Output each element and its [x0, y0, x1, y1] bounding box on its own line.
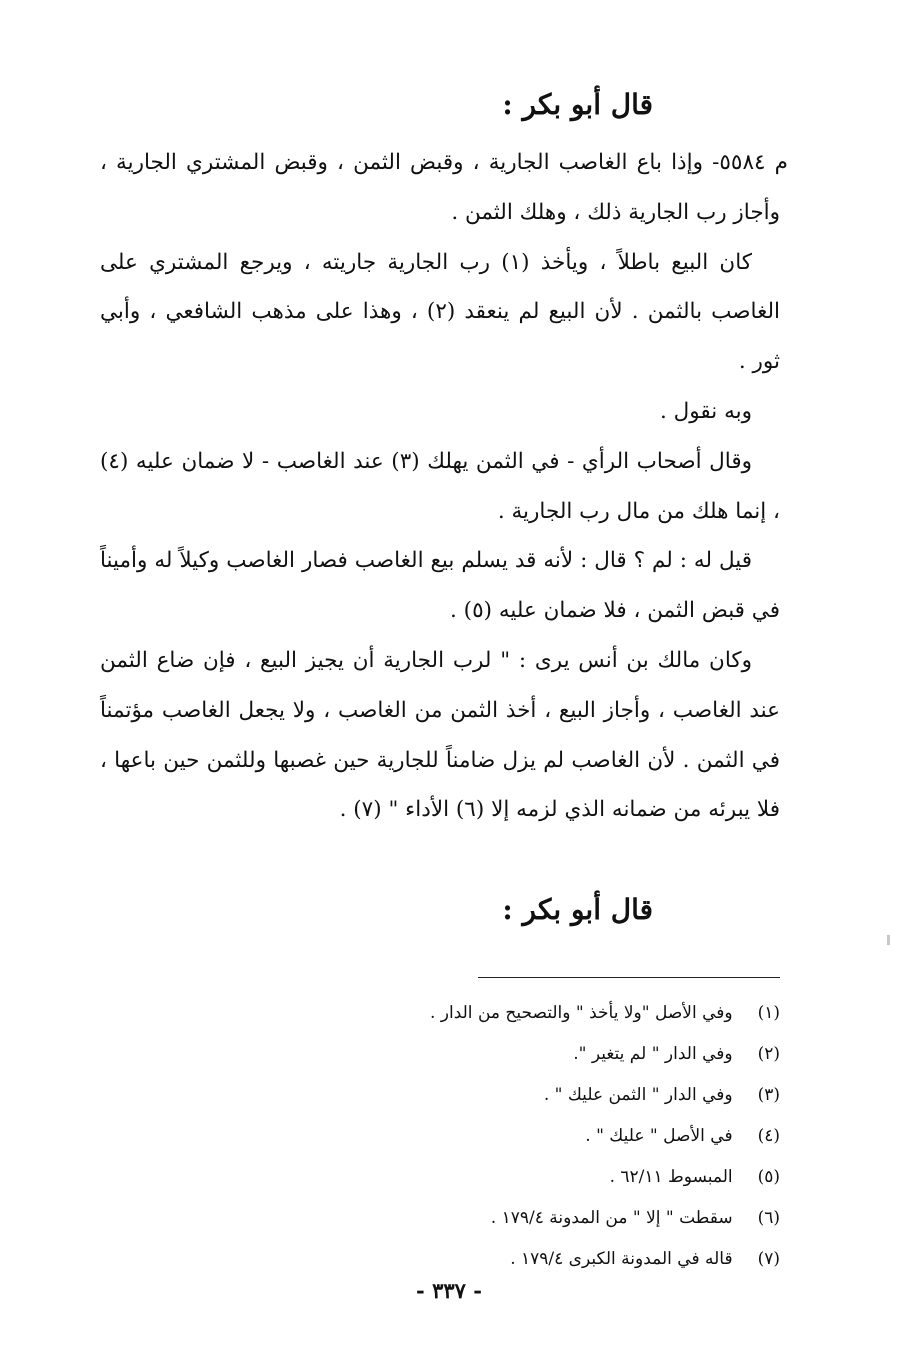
footnote-text: وفي الدار " الثمن عليك " . — [543, 1085, 733, 1105]
footnote-number: (٣) — [757, 1085, 780, 1105]
footnote-number: (٢) — [757, 1044, 780, 1064]
footnote-item — [180, 1034, 780, 1075]
paragraph-2: كان البيع باطلاً ، ويأخذ (١) رب الجارية جاريته ، ويرجع المشتري على الغاصب بالثمن . لأن البيع لم ينعقد (٢) ، وهذا على مذهب الشافعي ، وأبي ثور . — [100, 249, 780, 375]
footnote-text: وفي الدار " لم يتغير ". — [573, 1044, 733, 1064]
footnote-item — [180, 1198, 780, 1239]
footnote-text: قاله في المدونة الكبرى ١٧٩/٤ . — [510, 1249, 733, 1269]
footnote-item — [180, 1075, 780, 1116]
footnotes — [180, 993, 780, 1280]
paragraph-6: وكان مالك بن أنس يرى : " لرب الجارية أن يجيز البيع ، فإن ضاع الثمن عند الغاصب ، وأجاز البيع ، أخذ الثمن من الغاصب ، ولا يجعل الغاصب مؤتمناً في الثمن . لأن الغاصب لم يزل ضامناً للجارية حين غصبها وللثمن حين باعها ، فلا يبرئه من ضمانه الذي لزمه إلا (٦) الأداء " (٧) . — [100, 647, 780, 823]
footnote-item — [180, 1157, 780, 1198]
paragraph-3: وبه نقول . — [660, 398, 752, 424]
scan-mark — [887, 935, 890, 945]
page-number: - ٣٣٧ - — [416, 1278, 482, 1303]
footnote-number: (١) — [757, 1003, 780, 1023]
section-heading-top: قال أبو بكر : — [502, 88, 653, 121]
footnote-number: (٧) — [757, 1249, 780, 1269]
footnote-number: (٦) — [757, 1208, 780, 1228]
footnote-item — [180, 1239, 780, 1280]
footnote-text: وفي الأصل "ولا يأخذ " والتصحيح من الدار . — [429, 1003, 733, 1023]
footnote-number: (٤) — [757, 1126, 780, 1146]
section-heading-bottom: قال أبو بكر : — [502, 893, 653, 926]
footnote-text: المبسوط ٦٢/١١ . — [609, 1167, 733, 1187]
footnote-item — [180, 1116, 780, 1157]
footnote-text: سقطت " إلا " من المدونة ١٧٩/٤ . — [490, 1208, 733, 1228]
paragraph-5: قيل له : لم ؟ قال : لأنه قد يسلم بيع الغاصب فصار الغاصب وكيلاً له وأميناً في قبض الثمن ، فلا ضمان عليه (٥) . — [100, 548, 780, 624]
paragraph-4: وقال أصحاب الرأي - في الثمن يهلك (٣) عند الغاصب - لا ضمان عليه (٤) ، إنما هلك من مال رب الجارية . — [100, 448, 780, 524]
footnote-text: في الأصل " عليك " . — [585, 1126, 733, 1146]
footnote-item — [180, 993, 780, 1034]
paragraph-1: م ٥٥٨٤- وإذا باع الغاصب الجارية ، وقبض الثمن ، وقبض المشتري الجارية ، وأجاز رب الجارية ذلك ، وهلك الثمن . — [100, 150, 788, 225]
footnote-number: (٥) — [757, 1167, 780, 1187]
footnote-divider — [478, 977, 780, 978]
main-text — [100, 138, 788, 835]
